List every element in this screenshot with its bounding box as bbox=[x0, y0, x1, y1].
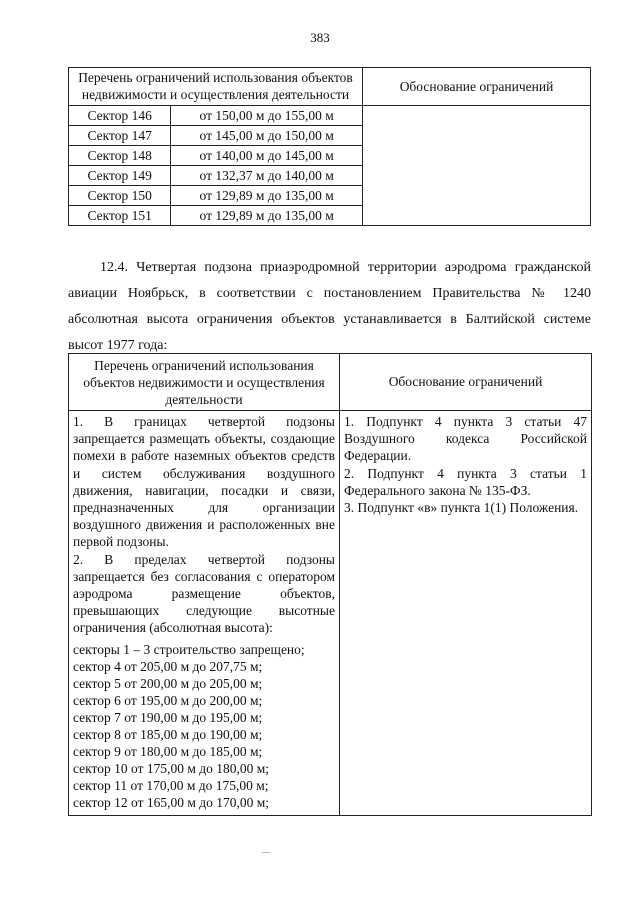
restrictions-cell bbox=[69, 411, 340, 816]
scan-mark bbox=[262, 852, 270, 853]
sector-cell: Сектор 150 bbox=[69, 186, 171, 206]
sector-cell: Сектор 147 bbox=[69, 126, 171, 146]
restriction-item: 1. В границах четвертой подзоны запрещается размещать объекты, создающие помехи в работе наземных объектов средств и систем обслуживания воздушного движения, навигации, посадки и связи, предназначенных для организации воздушного движения и расположенных вне первой подзоны. bbox=[73, 414, 335, 550]
list-item: секторы 1 – 3 строительство запрещено; bbox=[73, 641, 305, 657]
list-item: сектор 9 от 180,00 м до 185,00 м; bbox=[73, 743, 263, 759]
justification-item: 3. Подпункт «в» пункта 1(1) Положения. bbox=[344, 500, 579, 516]
range-cell: от 129,89 м до 135,00 м bbox=[171, 206, 363, 226]
justification-cell bbox=[363, 106, 591, 226]
justification-item: 2. Подпункт 4 пункта 3 статьи 1 Федерального закона № 135-ФЗ. bbox=[344, 465, 587, 498]
range-cell: от 140,00 м до 145,00 м bbox=[171, 146, 363, 166]
list-item: сектор 6 от 195,00 м до 200,00 м; bbox=[73, 692, 263, 708]
list-item: сектор 5 от 200,00 м до 205,00 м; bbox=[73, 675, 263, 691]
justification-item: 1. Подпункт 4 пункта 3 статьи 47 Воздушного кодекса Российской Федерации. bbox=[344, 414, 587, 464]
sector-cell: Сектор 149 bbox=[69, 166, 171, 186]
table-header-row bbox=[69, 354, 592, 411]
header-restrictions-list: Перечень ограничений использования объектов недвижимости и осуществления деятельности bbox=[69, 354, 340, 411]
range-cell: от 129,89 м до 135,00 м bbox=[171, 186, 363, 206]
range-cell: от 145,00 м до 150,00 м bbox=[171, 126, 363, 146]
list-item: сектор 8 от 185,00 м до 190,00 м; bbox=[73, 726, 263, 742]
table-row bbox=[69, 106, 591, 126]
list-item: сектор 11 от 170,00 м до 175,00 м; bbox=[73, 777, 269, 793]
sector-cell: Сектор 146 bbox=[69, 106, 171, 126]
list-item: сектор 4 от 205,00 м до 207,75 м; bbox=[73, 658, 263, 674]
sector-restrictions-table bbox=[68, 67, 591, 226]
list-item: сектор 7 от 190,00 м до 195,00 м; bbox=[73, 709, 263, 725]
range-cell: от 150,00 м до 155,00 м bbox=[171, 106, 363, 126]
table-row bbox=[69, 411, 592, 816]
sector-cell: Сектор 151 bbox=[69, 206, 171, 226]
header-justification: Обоснование ограничений bbox=[340, 354, 592, 411]
header-justification: Обоснование ограничений bbox=[363, 68, 591, 106]
header-restrictions-list: Перечень ограничений использования объектов недвижимости и осуществления деятельности bbox=[69, 68, 363, 106]
list-item: сектор 10 от 175,00 м до 180,00 м; bbox=[73, 760, 270, 776]
range-cell: от 132,37 м до 140,00 м bbox=[171, 166, 363, 186]
list-item: сектор 12 от 165,00 м до 170,00 м; bbox=[73, 794, 270, 810]
sector-list bbox=[73, 641, 335, 811]
subzone-paragraph: 12.4. Четвертая подзона приаэродромной территории аэродрома гражданской авиации Ноябрьск, в соответствии с постановлением Правительства № 1240 абсолютная высота ограничения объектов устанавливается в Балтийской системе высот 1977 года: bbox=[68, 260, 591, 353]
restriction-item: 2. В пределах четвертой подзоны запрещается без согласования с оператором аэродрома размещение объектов, превышающих следующие высотные ограничения (абсолютная высота): bbox=[73, 551, 335, 636]
sector-cell: Сектор 148 bbox=[69, 146, 171, 166]
justification-cell bbox=[340, 411, 592, 816]
fourth-subzone-table bbox=[68, 353, 592, 816]
table-header-row bbox=[69, 68, 591, 106]
page-number: 383 bbox=[310, 30, 330, 45]
